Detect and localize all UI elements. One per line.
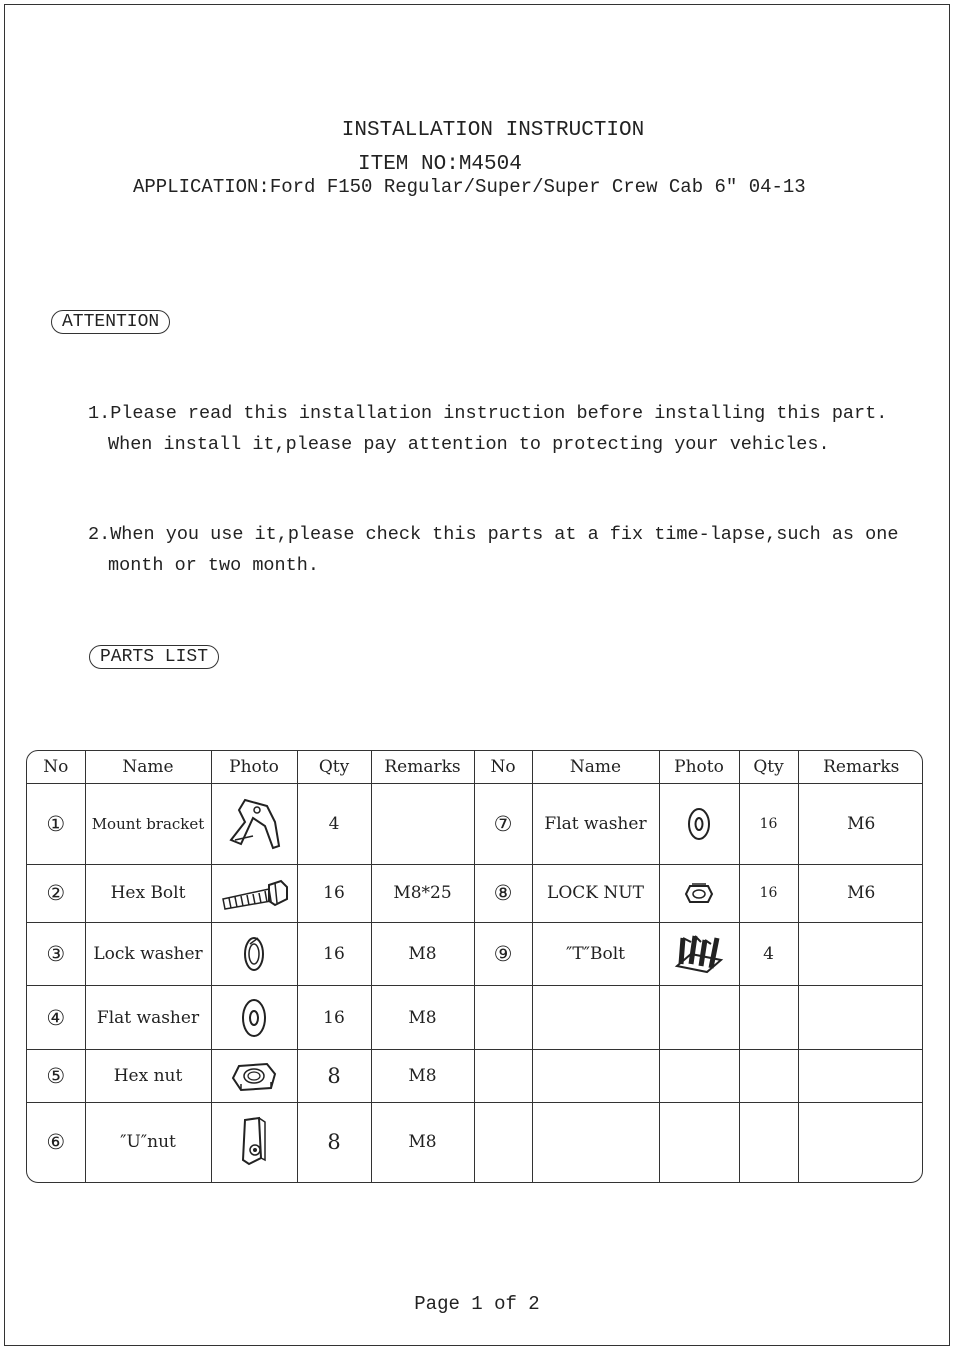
attention-item-2-line-2: month or two month. <box>108 555 319 576</box>
part-number: ② <box>27 864 85 922</box>
part-qty: 16 <box>739 864 798 922</box>
table-row <box>27 986 923 1050</box>
attention-item-1-line-2: When install it,please pay attention to protecting your vehicles. <box>108 434 830 455</box>
part-remarks: M6 <box>798 864 923 922</box>
attention-label: ATTENTION <box>51 310 170 334</box>
document-title: INSTALLATION INSTRUCTION <box>341 119 645 142</box>
header-name: Name <box>85 751 211 784</box>
part-remarks <box>798 922 923 986</box>
part-qty: 16 <box>297 922 371 986</box>
attention-item-2-line-1: 2.When you use it,please check this parts at a fix time-lapse,such as one <box>88 524 899 545</box>
header-photo: Photo <box>211 751 297 784</box>
parts-list-label: PARTS LIST <box>89 645 219 669</box>
table-row <box>27 1102 923 1182</box>
part-remarks: M6 <box>798 784 923 865</box>
header-name-2: Name <box>532 751 659 784</box>
header-qty-2: Qty <box>739 751 798 784</box>
part-number: ⑨ <box>474 922 532 986</box>
part-number: ⑧ <box>474 864 532 922</box>
header-remarks-2: Remarks <box>798 751 923 784</box>
part-remarks <box>371 784 474 865</box>
flat-washer-icon <box>685 806 713 842</box>
header-no: No <box>27 751 85 784</box>
part-qty: 8 <box>297 1050 371 1102</box>
application-line: APPLICATION:Ford F150 Regular/Super/Super Crew Cab 6″ 04-13 <box>133 176 806 198</box>
attention-item-1 <box>88 398 887 460</box>
attention-item-2 <box>88 519 898 581</box>
header-photo-2: Photo <box>659 751 739 784</box>
header-remarks: Remarks <box>371 751 474 784</box>
part-qty: 8 <box>297 1102 371 1182</box>
header-no-2: No <box>474 751 532 784</box>
part-name: Flat washer <box>85 986 211 1050</box>
header-qty: Qty <box>297 751 371 784</box>
t-bolt-icon <box>673 932 725 976</box>
table-header-row <box>27 751 923 784</box>
part-qty: 16 <box>297 986 371 1050</box>
part-name: ″U″nut <box>85 1102 211 1182</box>
attention-item-1-line-1: 1.Please read this installation instruction before installing this part. <box>88 403 888 424</box>
part-name: Lock washer <box>85 922 211 986</box>
part-qty: 16 <box>297 864 371 922</box>
flat-washer-icon <box>239 996 269 1040</box>
part-number: ⑤ <box>27 1050 85 1102</box>
part-number: ③ <box>27 922 85 986</box>
bracket-icon <box>223 796 285 852</box>
page-number: Page 1 of 2 <box>414 1293 540 1315</box>
part-remarks: M8 <box>371 1050 474 1102</box>
part-remarks: M8 <box>371 922 474 986</box>
table-row <box>27 922 923 986</box>
part-name: Hex nut <box>85 1050 211 1102</box>
item-number: ITEM NO:M4504 <box>358 153 522 176</box>
part-number: ① <box>27 784 85 865</box>
part-name: LOCK NUT <box>532 864 659 922</box>
part-qty: 16 <box>739 784 798 865</box>
parts-table <box>26 750 923 1183</box>
part-number: ④ <box>27 986 85 1050</box>
lock-nut-icon <box>684 880 714 906</box>
part-number: ⑥ <box>27 1102 85 1182</box>
part-name: Mount bracket <box>85 784 211 865</box>
part-remarks: M8 <box>371 986 474 1050</box>
lock-washer-icon <box>241 934 267 974</box>
u-nut-icon <box>237 1114 271 1170</box>
hex-bolt-icon <box>219 873 289 913</box>
part-name: ″T″Bolt <box>532 922 659 986</box>
part-number: ⑦ <box>474 784 532 865</box>
table-row <box>27 784 923 865</box>
part-name: Hex Bolt <box>85 864 211 922</box>
part-name: Flat washer <box>532 784 659 865</box>
table-row <box>27 864 923 922</box>
hex-nut-icon <box>231 1058 277 1094</box>
table-row <box>27 1050 923 1102</box>
part-qty: 4 <box>739 922 798 986</box>
part-qty: 4 <box>297 784 371 865</box>
part-remarks: M8*25 <box>371 864 474 922</box>
part-remarks: M8 <box>371 1102 474 1182</box>
